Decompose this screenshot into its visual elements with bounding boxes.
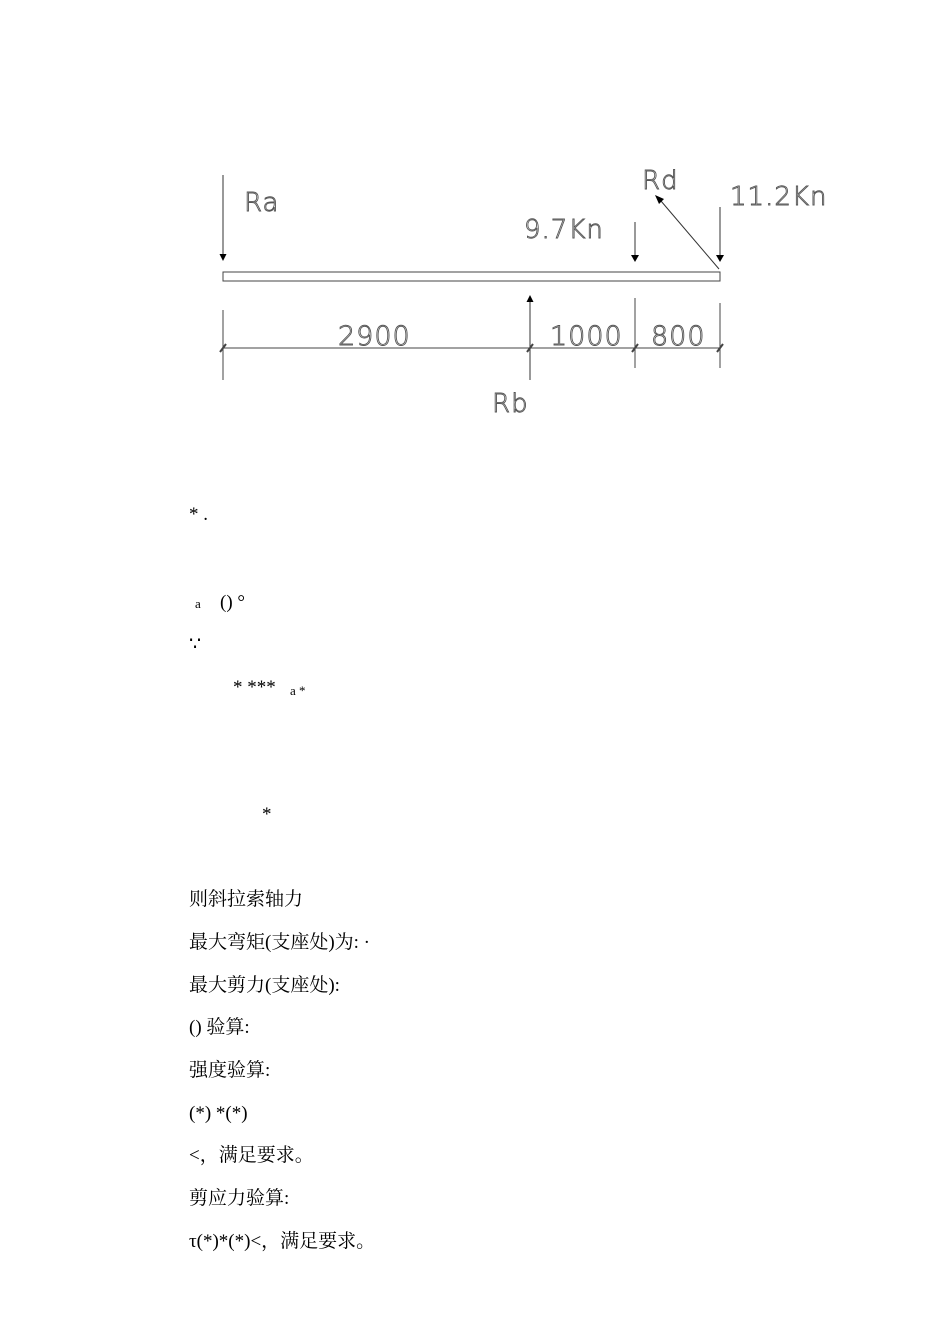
text-line: 强度验算: <box>189 1060 271 1081</box>
dimension-1000: 1000 <box>550 321 623 352</box>
load-left-label: 9.7Kn <box>524 215 604 245</box>
rd-label: Rd <box>642 166 679 196</box>
ra-label: Ra <box>244 188 280 218</box>
rb-label: Rb <box>492 389 529 419</box>
dimension-2900: 2900 <box>338 321 411 352</box>
formula-line: * *** <box>233 677 276 698</box>
ra-arrow <box>220 175 227 261</box>
text-line: <，满足要求。 <box>189 1145 314 1166</box>
formula-line: () ° <box>220 592 246 613</box>
rb-arrow <box>527 295 534 380</box>
formula-line: a <box>195 596 201 611</box>
load-right-arrow <box>716 207 724 262</box>
text-line: 剪应力验算: <box>189 1188 290 1209</box>
dimension-line <box>220 298 723 380</box>
rd-arrow <box>655 195 719 269</box>
dimension-800: 800 <box>651 321 706 352</box>
formula-line: * . <box>189 504 208 525</box>
beam-load-diagram <box>0 0 950 440</box>
formula-line: * <box>262 804 272 825</box>
load-right-label: 11.2Kn <box>730 182 828 212</box>
text-line: (*) *(*) <box>189 1103 248 1124</box>
beam <box>223 272 720 281</box>
text-line: 最大剪力(支座处): <box>189 975 340 996</box>
text-line: () 验算: <box>189 1017 250 1038</box>
text-line: τ(*)*(*)<，满足要求。 <box>189 1231 376 1252</box>
because-symbol: ∵ <box>189 634 202 655</box>
load-left-arrow <box>631 222 639 262</box>
formula-line: a * <box>290 683 306 698</box>
text-line: 最大弯矩(支座处)为: · <box>189 932 371 953</box>
text-line: 则斜拉索轴力 <box>189 889 304 910</box>
